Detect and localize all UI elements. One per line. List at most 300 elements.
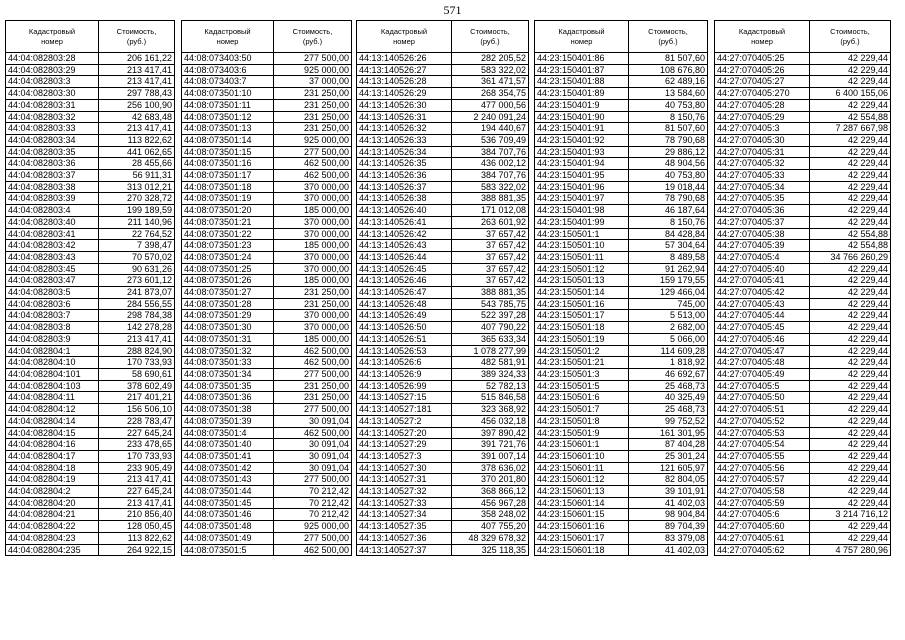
table-row [6,170,175,182]
table-row [715,357,891,369]
cadastral-number-cell: 44:04:082804:18 [6,462,99,474]
cadastral-number-cell: 44:13:140526:35 [357,158,452,170]
table-row [357,240,529,252]
cost-cell: 128 050,45 [99,521,175,533]
cadastral-number-cell: 44:13:140526:6 [357,357,452,369]
cost-cell: 194 440,67 [452,123,529,135]
table-row [182,450,352,462]
table-row [535,392,708,404]
table-row [6,521,175,533]
cadastral-number-cell: 44:08:073501:30 [182,322,274,334]
table-row [182,345,352,357]
cadastral-number-cell: 44:13:140526:31 [357,111,452,123]
table-row [535,181,708,193]
cadastral-number-cell: 44:08:073501:17 [182,170,274,182]
cost-cell: 42 229,44 [810,99,891,111]
cadastral-number-cell: 44:04:082804:1 [6,345,99,357]
cost-cell: 441 062,65 [99,146,175,158]
table-row [715,123,891,135]
cadastral-number-cell: 44:04:082804:14 [6,415,99,427]
cadastral-number-cell: 44:13:140526:45 [357,263,452,275]
table-row [182,298,352,310]
cost-cell: 42 229,44 [810,357,891,369]
cadastral-number-cell: 44:04:082804:11 [6,392,99,404]
cadastral-number-cell: 44:08:073501:34 [182,368,274,380]
table-row [182,462,352,474]
cost-cell: 170 733,93 [99,357,175,369]
table-row [357,368,529,380]
cost-cell: 40 753,80 [629,170,708,182]
cadastral-number-cell: 44:27:070405:58 [715,486,810,498]
cost-cell: 42 554,88 [810,111,891,123]
cadastral-number-cell: 44:08:073501:44 [182,486,274,498]
table-row [6,333,175,345]
cadastral-number-cell: 44:13:140526:44 [357,251,452,263]
cost-cell: 129 466,04 [629,287,708,299]
cost-cell: 515 846,58 [452,392,529,404]
cadastral-number-cell: 44:13:140527:37 [357,544,452,556]
table-row [535,216,708,228]
cost-cell: 233 905,49 [99,462,175,474]
table-row [6,474,175,486]
cost-cell: 370 201,80 [452,474,529,486]
table-row [182,310,352,322]
cadastral-number-cell: 44:13:140526:48 [357,298,452,310]
cadastral-number-cell: 44:23:150601:1 [535,439,629,451]
cadastral-number-cell: 44:23:150401:94 [535,158,629,170]
cadastral-number-cell: 44:08:073501:5 [182,544,274,556]
table-row [357,439,529,451]
cadastral-number-cell: 44:13:140527:35 [357,521,452,533]
cost-cell: 7 287 667,98 [810,123,891,135]
table-row [182,392,352,404]
table-row [357,146,529,158]
table-row [357,123,529,135]
table-row [182,521,352,533]
table-row [182,134,352,146]
table-row [182,380,352,392]
cost-cell: 42 229,44 [810,263,891,275]
cadastral-number-cell: 44:08:073501:26 [182,275,274,287]
cadastral-number-cell: 44:23:150501:21 [535,357,629,369]
cadastral-number-cell: 44:23:150601:15 [535,509,629,521]
table-row [6,263,175,275]
table-row [182,181,352,193]
cost-cell: 213 417,41 [99,333,175,345]
table-row [182,439,352,451]
cadastral-number-cell: 44:13:140526:28 [357,76,452,88]
cost-cell: 42 229,44 [810,181,891,193]
table-row [182,99,352,111]
cost-cell: 210 856,40 [99,509,175,521]
table-row [715,146,891,158]
cadastral-number-cell: 44:13:140526:26 [357,53,452,65]
cost-cell: 82 804,05 [629,474,708,486]
cadastral-number-cell: 44:08:073501:36 [182,392,274,404]
cost-cell: 583 322,02 [452,181,529,193]
table-row [357,287,529,299]
cadastral-number-cell: 44:23:150401:88 [535,76,629,88]
cost-cell: 70 212,42 [274,486,352,498]
cost-cell: 70 212,42 [274,497,352,509]
cost-cell: 231 250,00 [274,111,352,123]
table-row [6,123,175,135]
cadastral-number-cell: 44:08:073501:21 [182,216,274,228]
cadastral-number-cell: 44:23:150401:86 [535,53,629,65]
cadastral-number-cell: 44:23:150501:19 [535,333,629,345]
table-row [715,287,891,299]
cost-cell: 30 091,04 [274,439,352,451]
cost-cell: 231 250,00 [274,298,352,310]
cost-cell: 462 500,00 [274,544,352,556]
cost-cell: 99 752,52 [629,415,708,427]
cost-cell: 536 709,49 [452,134,529,146]
cadastral-number-cell: 44:08:073501:32 [182,345,274,357]
cadastral-number-cell: 44:08:073501:31 [182,333,274,345]
table-row [182,322,352,334]
cost-cell: 48 904,56 [629,158,708,170]
cost-cell: 227 645,24 [99,427,175,439]
table-row [715,462,891,474]
cadastral-number-cell: 44:27:070405:29 [715,111,810,123]
cadastral-number-cell: 44:23:150501:1 [535,228,629,240]
cadastral-number-cell: 44:08:073501:4 [182,427,274,439]
cadastral-number-cell: 44:04:082804:103 [6,380,99,392]
table-row [715,521,891,533]
table-row [182,532,352,544]
cost-cell: 231 250,00 [274,123,352,135]
cadastral-number-cell: 44:13:140526:46 [357,275,452,287]
cost-cell: 42 229,44 [810,532,891,544]
cadastral-number-cell: 44:23:150401:93 [535,146,629,158]
cadastral-number-cell: 44:08:073501:39 [182,415,274,427]
table-row [535,450,708,462]
table-row [715,439,891,451]
table-row [357,134,529,146]
cost-cell: 213 417,41 [99,64,175,76]
table-row [357,111,529,123]
cadastral-number-cell: 44:23:150501:11 [535,251,629,263]
table-row [6,216,175,228]
table-row [535,474,708,486]
cadastral-number-cell: 44:08:073501:25 [182,263,274,275]
table-row [535,158,708,170]
table-row [357,158,529,170]
cadastral-number-cell: 44:27:070405:46 [715,333,810,345]
table-row [182,263,352,275]
table-row [6,111,175,123]
cadastral-number-cell: 44:04:082803:31 [6,99,99,111]
cadastral-table-3 [356,20,529,556]
cadastral-number-cell: 44:13:140527:15 [357,392,452,404]
cadastral-number-cell: 44:23:150601:17 [535,532,629,544]
table-row [715,193,891,205]
cadastral-number-cell: 44:13:140527:3 [357,450,452,462]
cadastral-number-cell: 44:13:140527:34 [357,509,452,521]
cost-cell: 30 091,04 [274,450,352,462]
cadastral-number-cell: 44:27:070405:55 [715,450,810,462]
cadastral-number-cell: 44:04:082803:35 [6,146,99,158]
table-row [6,368,175,380]
table-row [535,205,708,217]
cost-cell: 87 404,28 [629,439,708,451]
cadastral-number-cell: 44:27:070405:50 [715,392,810,404]
table-row [6,228,175,240]
table-row [715,88,891,100]
cadastral-number-cell: 44:23:150501:18 [535,322,629,334]
cadastral-number-cell: 44:08:073501:40 [182,439,274,451]
cost-cell: 8 150,76 [629,216,708,228]
table-row [715,181,891,193]
cadastral-number-cell: 44:08:073501:15 [182,146,274,158]
table-row [182,76,352,88]
cost-cell: 42 229,44 [810,474,891,486]
cadastral-number-cell: 44:13:140526:30 [357,99,452,111]
table-row [182,333,352,345]
table-row [357,333,529,345]
cost-cell: 231 250,00 [274,392,352,404]
cost-cell: 42 229,44 [810,497,891,509]
cost-cell: 213 417,41 [99,497,175,509]
table-row [535,263,708,275]
cadastral-number-cell: 44:23:150401:89 [535,88,629,100]
table-row [715,111,891,123]
table-row [6,53,175,65]
cost-cell: 263 601,92 [452,216,529,228]
cadastral-number-cell: 44:04:082803:38 [6,181,99,193]
cadastral-number-cell: 44:04:082804:17 [6,450,99,462]
cost-cell: 1 078 277,99 [452,345,529,357]
cost-cell: 231 250,00 [274,88,352,100]
table-row [357,497,529,509]
cost-cell: 407 755,20 [452,521,529,533]
cost-cell: 4 757 280,96 [810,544,891,556]
table-row [715,205,891,217]
cadastral-number-cell: 44:13:140526:51 [357,333,452,345]
cost-cell: 231 250,00 [274,99,352,111]
cost-cell: 42 229,44 [810,287,891,299]
cost-cell: 185 000,00 [274,205,352,217]
cost-cell: 8 150,76 [629,111,708,123]
cadastral-number-cell: 44:04:082804:23 [6,532,99,544]
cost-cell: 397 890,42 [452,427,529,439]
table-row [357,263,529,275]
table-row [6,99,175,111]
table-row [535,134,708,146]
cost-cell: 42 229,44 [810,345,891,357]
cadastral-number-cell: 44:23:150401:87 [535,64,629,76]
table-row [715,76,891,88]
table-row [357,99,529,111]
cadastral-number-cell: 44:23:150601:16 [535,521,629,533]
table-row [715,450,891,462]
table-row [182,486,352,498]
cost-cell: 298 784,38 [99,310,175,322]
cadastral-number-cell: 44:27:070405:33 [715,170,810,182]
cost-cell: 361 471,57 [452,76,529,88]
cadastral-number-cell: 44:08:073501:46 [182,509,274,521]
cadastral-number-cell: 44:04:082803:34 [6,134,99,146]
table-row [357,532,529,544]
cost-cell: 42 229,44 [810,462,891,474]
cadastral-number-cell: 44:08:073501:11 [182,99,274,111]
cadastral-number-cell: 44:23:150601:18 [535,544,629,556]
cadastral-number-cell: 44:13:140526:42 [357,228,452,240]
cadastral-number-cell: 44:13:140526:49 [357,310,452,322]
cadastral-number-cell: 44:04:082804:20 [6,497,99,509]
cost-cell: 462 500,00 [274,158,352,170]
cadastral-number-cell: 44:04:082803:43 [6,251,99,263]
cadastral-number-cell: 44:27:070405:26 [715,64,810,76]
cost-cell: 365 633,34 [452,333,529,345]
cost-cell: 273 601,12 [99,275,175,287]
cost-cell: 477 000,56 [452,99,529,111]
cadastral-number-cell: 44:04:082804:16 [6,439,99,451]
cost-cell: 583 322,02 [452,64,529,76]
cost-cell: 3 214 716,12 [810,509,891,521]
cost-cell: 70 570,02 [99,251,175,263]
cost-cell: 436 002,12 [452,158,529,170]
table-row [715,170,891,182]
table-row [715,240,891,252]
table-row [535,333,708,345]
cadastral-number-cell: 44:04:082803:41 [6,228,99,240]
cost-cell: 282 205,52 [452,53,529,65]
cost-cell: 42 229,44 [810,427,891,439]
table-row [182,158,352,170]
cadastral-number-cell: 44:27:070405:28 [715,99,810,111]
table-row [6,450,175,462]
table-row [535,111,708,123]
table-row [357,216,529,228]
cost-cell: 30 091,04 [274,462,352,474]
cadastral-number-cell: 44:08:073501:12 [182,111,274,123]
header-cost: Стоимость, (руб.) [452,21,529,53]
cadastral-number-cell: 44:08:073501:35 [182,380,274,392]
header-cadastral: Кадастровый номер [6,21,99,53]
cost-cell: 78 790,68 [629,134,708,146]
cost-cell: 384 707,76 [452,146,529,158]
header-cadastral: Кадастровый номер [535,21,629,53]
table-row [535,170,708,182]
cadastral-number-cell: 44:08:073501:16 [182,158,274,170]
cadastral-number-cell: 44:13:140526:32 [357,123,452,135]
table-row [182,404,352,416]
header-cadastral: Кадастровый номер [182,21,274,53]
table-row [6,509,175,521]
cadastral-number-cell: 44:23:150401:95 [535,170,629,182]
table-row [182,111,352,123]
table-row [535,275,708,287]
table-row [182,170,352,182]
cost-cell: 42 229,44 [810,158,891,170]
table-row [6,310,175,322]
cadastral-number-cell: 44:08:073403:50 [182,53,274,65]
cadastral-number-cell: 44:27:070405:40 [715,263,810,275]
cadastral-number-cell: 44:27:070405:34 [715,181,810,193]
table-row [6,298,175,310]
table-row [535,310,708,322]
cadastral-number-cell: 44:04:082803:3 [6,76,99,88]
cost-cell: 42 229,44 [810,333,891,345]
cost-cell: 28 455,66 [99,158,175,170]
cadastral-number-cell: 44:23:150501:9 [535,427,629,439]
table-row [715,251,891,263]
table-row [715,310,891,322]
cost-cell: 256 100,90 [99,99,175,111]
table-row [535,146,708,158]
table-row [715,427,891,439]
cost-cell: 19 018,44 [629,181,708,193]
cadastral-number-cell: 44:08:073501:28 [182,298,274,310]
table-row [182,216,352,228]
cadastral-number-cell: 44:23:150501:16 [535,298,629,310]
cost-cell: 185 000,00 [274,275,352,287]
cost-cell: 370 000,00 [274,251,352,263]
cadastral-table-4 [534,20,708,556]
cost-cell: 56 911,31 [99,170,175,182]
cost-cell: 313 012,21 [99,181,175,193]
cost-cell: 40 753,80 [629,99,708,111]
cost-cell: 42 229,44 [810,322,891,334]
cost-cell: 388 881,35 [452,193,529,205]
cadastral-number-cell: 44:08:073501:48 [182,521,274,533]
cadastral-table-5 [714,20,891,556]
cost-cell: 284 556,55 [99,298,175,310]
cadastral-number-cell: 44:27:070405:51 [715,404,810,416]
cost-cell: 407 790,22 [452,322,529,334]
cadastral-number-cell: 44:23:150401:90 [535,111,629,123]
cost-cell: 368 866,12 [452,486,529,498]
cadastral-number-cell: 44:23:150601:13 [535,486,629,498]
cadastral-number-cell: 44:27:070405:56 [715,462,810,474]
cadastral-number-cell: 44:27:070405:43 [715,298,810,310]
table-row [182,240,352,252]
cost-cell: 2 682,00 [629,322,708,334]
table-row [535,509,708,521]
cost-cell: 42 229,44 [810,404,891,416]
cadastral-number-cell: 44:23:150601:14 [535,497,629,509]
cost-cell: 462 500,00 [274,345,352,357]
cadastral-number-cell: 44:27:070405:36 [715,205,810,217]
cadastral-number-cell: 44:13:140527:30 [357,462,452,474]
cost-cell: 48 329 678,32 [452,532,529,544]
cadastral-number-cell: 44:08:073501:19 [182,193,274,205]
cadastral-number-cell: 44:08:073501:13 [182,123,274,135]
cadastral-number-cell: 44:13:140527:33 [357,497,452,509]
cadastral-number-cell: 44:27:070405:35 [715,193,810,205]
table-row [357,298,529,310]
table-row [715,415,891,427]
table-row [6,404,175,416]
table-row [182,88,352,100]
cadastral-number-cell: 44:08:073501:23 [182,240,274,252]
cadastral-number-cell: 44:23:150501:8 [535,415,629,427]
cadastral-number-cell: 44:04:082803:4 [6,205,99,217]
cadastral-number-cell: 44:27:070405:38 [715,228,810,240]
cost-cell: 384 707,76 [452,170,529,182]
cost-cell: 370 000,00 [274,181,352,193]
cadastral-number-cell: 44:04:082803:28 [6,53,99,65]
table-row [6,345,175,357]
cost-cell: 159 179,55 [629,275,708,287]
cadastral-number-cell: 44:08:073501:33 [182,357,274,369]
table-row [6,462,175,474]
cadastral-number-cell: 44:27:070405:5 [715,380,810,392]
table-row [357,88,529,100]
cadastral-number-cell: 44:13:140527:29 [357,439,452,451]
cost-cell: 462 500,00 [274,170,352,182]
